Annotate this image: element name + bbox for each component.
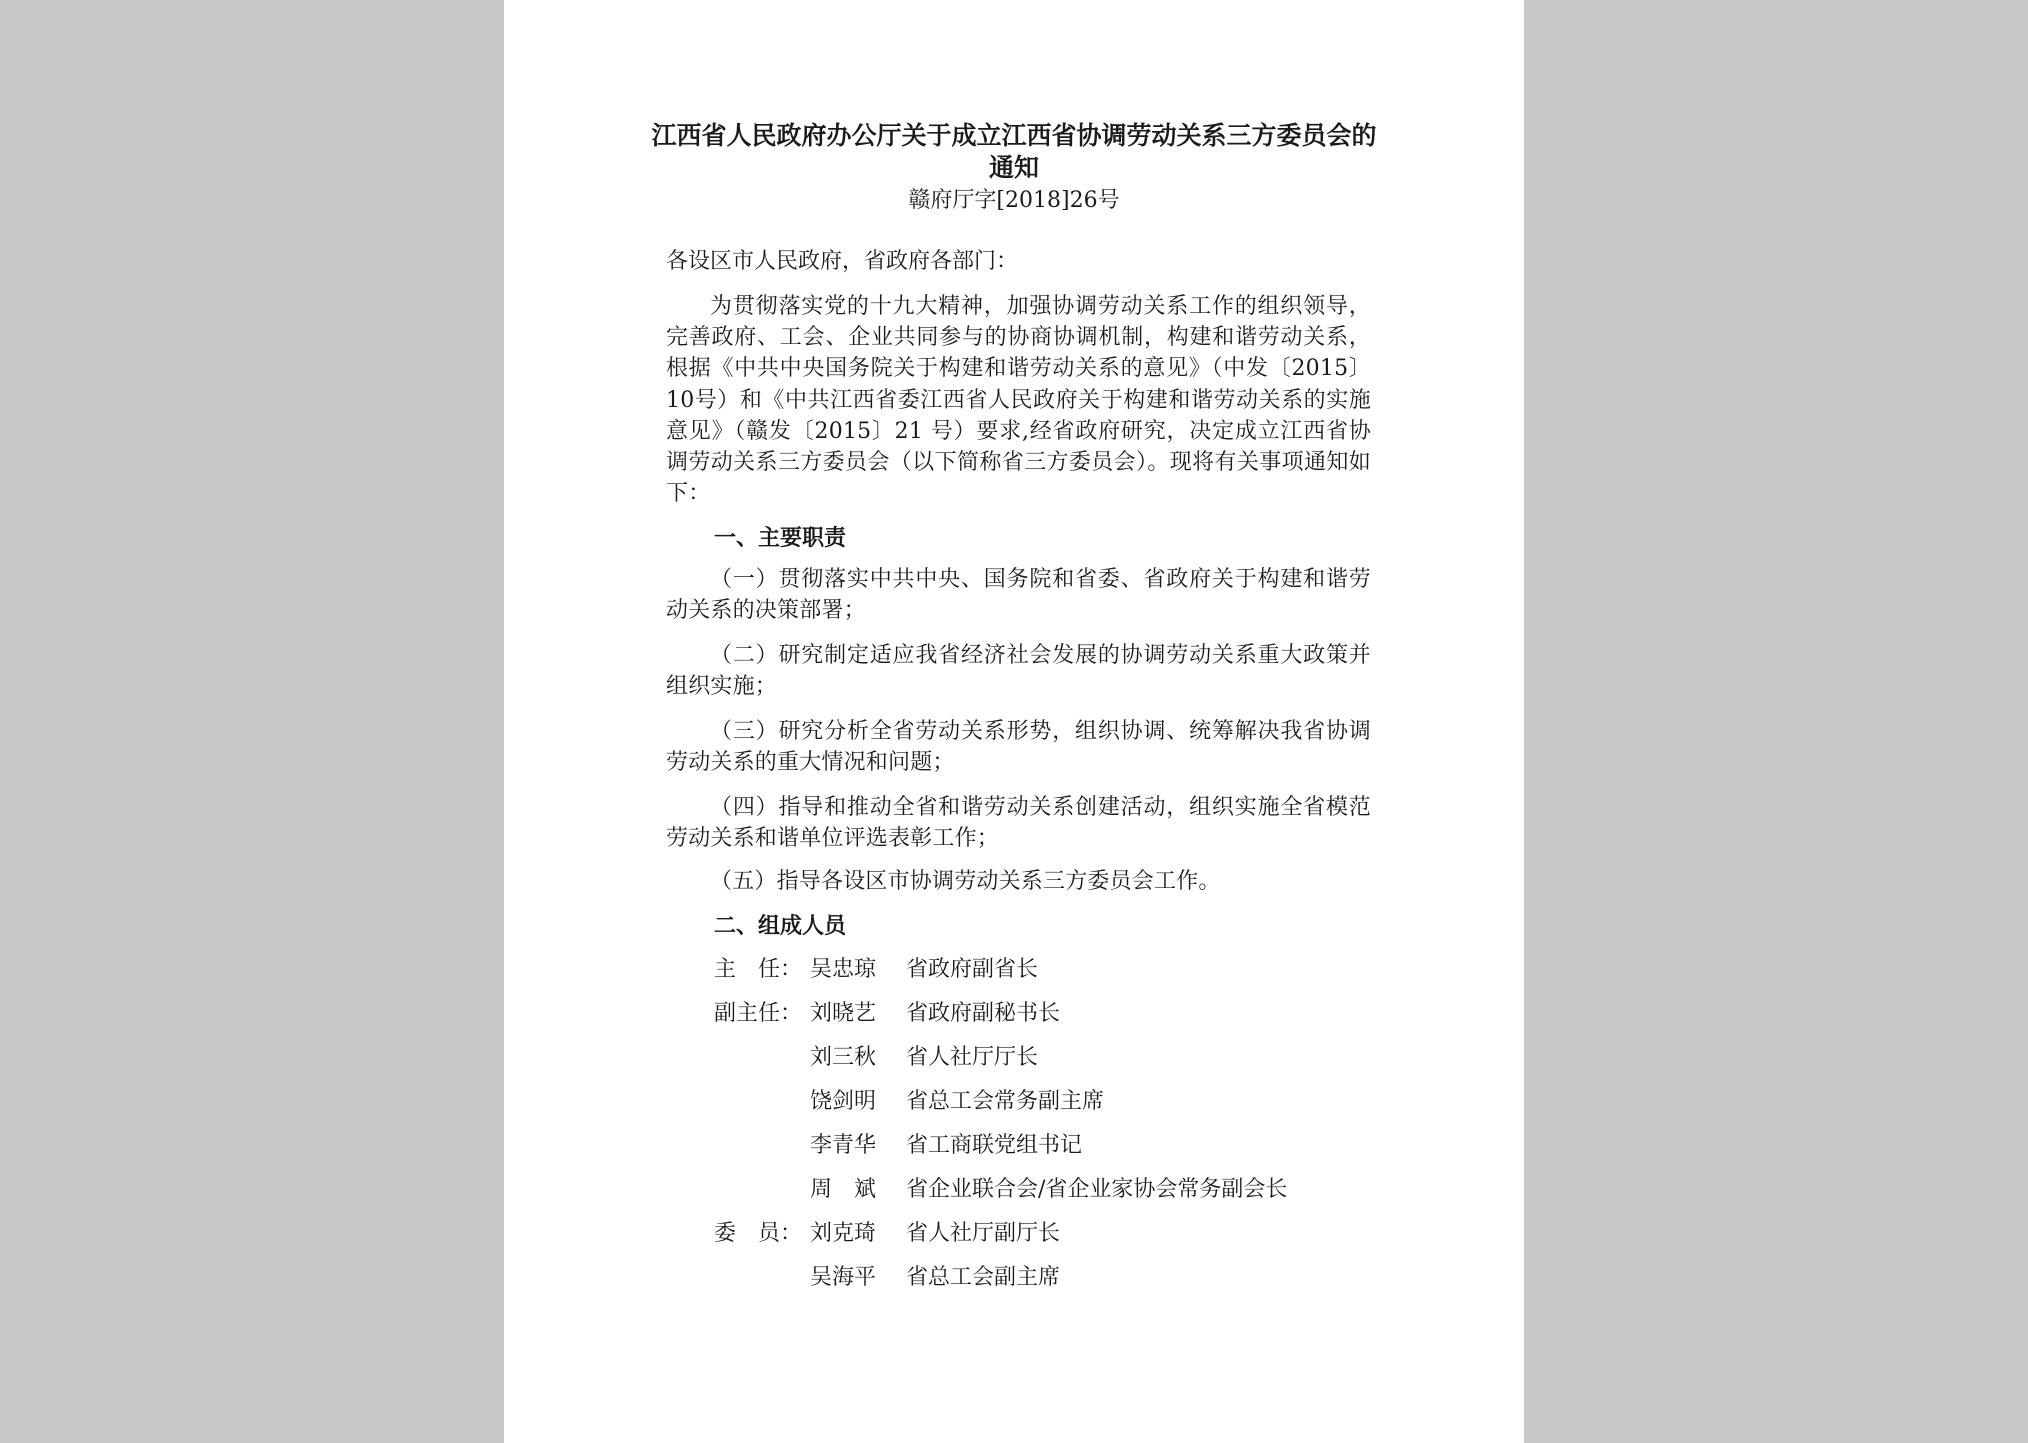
member-role: 主 任： [714, 957, 803, 982]
section-heading-duties: 一、主要职责 [714, 525, 847, 551]
member-position: 省人社厅厅长 [906, 1045, 1039, 1070]
member-position: 省总工会常务副主席 [906, 1089, 1105, 1114]
duty-item: （三）研究分析全省劳动关系形势，组织协调、统筹解决我省协调劳动关系的重大情况和问题； [666, 719, 1371, 775]
document-title-line2: 通知 [988, 153, 1039, 182]
member-name: 周 斌 [810, 1177, 877, 1202]
section-heading-members: 二、组成人员 [714, 913, 847, 939]
member-position: 省政府副秘书长 [906, 1001, 1061, 1026]
member-position: 省总工会副主席 [906, 1265, 1061, 1290]
member-position: 省工商联党组书记 [906, 1133, 1083, 1158]
member-position: 省政府副省长 [906, 957, 1039, 982]
member-position: 省企业联合会/省企业家协会常务副会长 [906, 1177, 1288, 1202]
duty-item: （一）贯彻落实中共中央、国务院和省委、省政府关于构建和谐劳动关系的决策部署； [666, 567, 1371, 623]
duty-item: （五）指导各设区市协调劳动关系三方委员会工作。 [710, 869, 1221, 894]
salutation: 各设区市人民政府，省政府各部门： [666, 249, 1019, 274]
member-name: 李青华 [810, 1133, 877, 1158]
member-role: 委 员： [714, 1221, 803, 1246]
member-position: 省人社厅副厅长 [906, 1221, 1061, 1246]
document-page [504, 0, 1524, 1443]
duty-item: （四）指导和推动全省和谐劳动关系创建活动，组织实施全省模范劳动关系和谐单位评选表彰工作； [666, 795, 1371, 851]
member-name: 刘晓艺 [810, 1001, 877, 1026]
member-name: 吴海平 [810, 1265, 877, 1290]
member-name: 饶剑明 [810, 1089, 877, 1114]
duty-item: （二）研究制定适应我省经济社会发展的协调劳动关系重大政策并组织实施； [666, 643, 1371, 699]
document-title-line1: 江西省人民政府办公厅关于成立江西省协调劳动关系三方委员会的 [651, 121, 1377, 150]
intro-paragraph: 为贯彻落实党的十九大精神，加强协调劳动关系工作的组织领导，完善政府、工会、企业共同参与的协商协调机制，构建和谐劳动关系，根据《中共中央国务院关于构建和谐劳动关系的意见》（中发〔2015〕10号）和《中共江西省委江西省人民政府关于构建和谐劳动关系的实施意见》（赣发〔2015〕21 号）要求,经省政府研究，决定成立江西省协调劳动关系三方委员会（以下简称省三方委员会）。现将有关事项通知如下： [666, 294, 1371, 507]
member-name: 刘三秋 [810, 1045, 877, 1070]
member-role: 副主任： [714, 1001, 803, 1026]
member-name: 吴忠琼 [810, 957, 877, 982]
member-name: 刘克琦 [810, 1221, 877, 1246]
document-number: 赣府厅字[2018]26号 [908, 188, 1120, 213]
